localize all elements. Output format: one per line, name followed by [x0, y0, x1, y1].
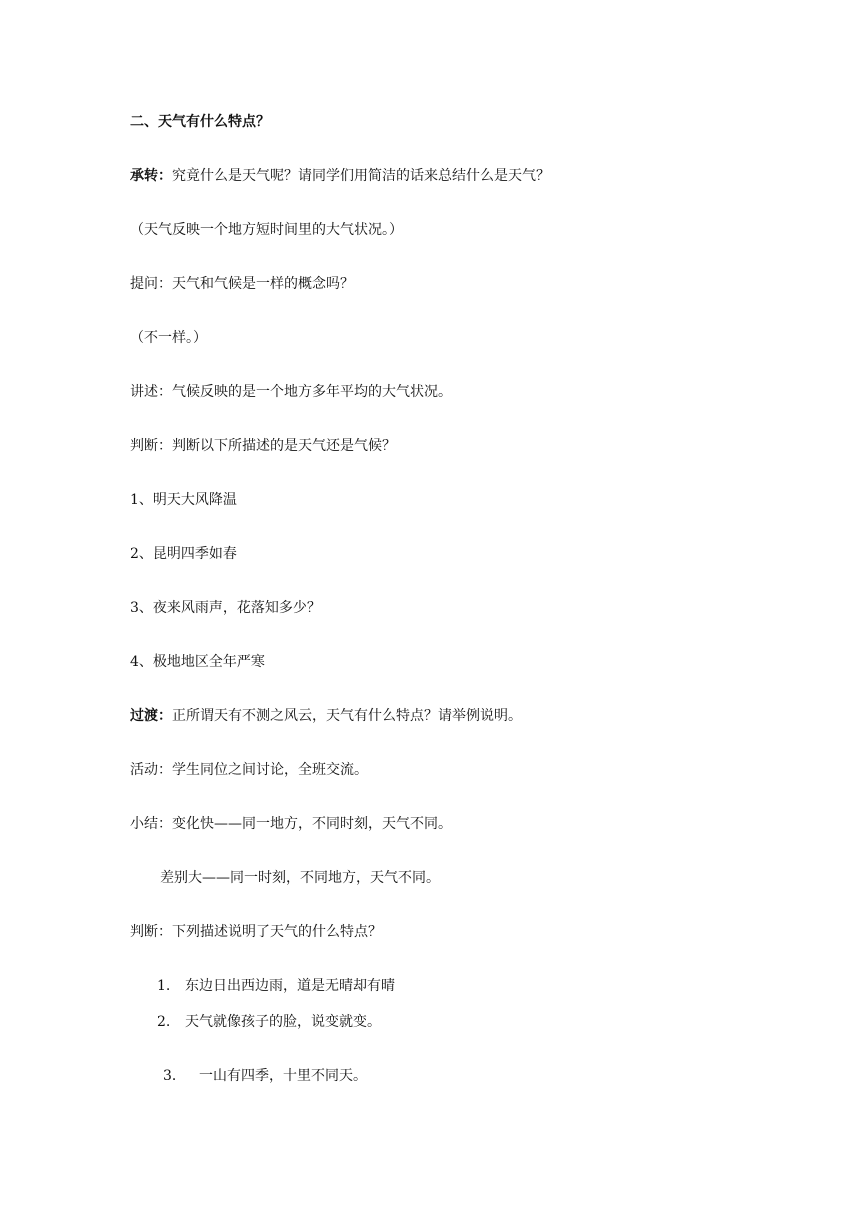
paragraph-weather-definition: （天气反映一个地方短时间里的大气状况。） — [130, 222, 403, 238]
numbered-item — [157, 1012, 381, 1032]
paragraph-text: 正所谓天有不测之风云，天气有什么特点？请举例说明。 — [172, 708, 522, 724]
item-text: 一山有四季，十里不同天。 — [199, 1068, 367, 1084]
item-text: 天气就像孩子的脸，说变就变。 — [185, 1014, 381, 1030]
list-item: 4、极地地区全年严寒 — [130, 654, 265, 670]
item-number: 1. — [157, 978, 171, 994]
paragraph-activity: 活动：学生同位之间讨论，全班交流。 — [130, 762, 368, 778]
list-item: 3、夜来风雨声，花落知多少？ — [130, 600, 321, 616]
section-heading: 二、天气有什么特点？ — [130, 114, 270, 130]
paragraph-transition-question — [130, 166, 550, 186]
paragraph-judgment-features: 判断：下列描述说明了天气的什么特点？ — [130, 924, 382, 940]
list-item: 2、昆明四季如春 — [130, 546, 237, 562]
paragraph-summary: 小结：变化快——同一地方，不同时刻，天气不同。 — [130, 816, 452, 832]
item-number: 3． — [163, 1068, 186, 1084]
list-item: 1、明天大风降温 — [130, 492, 237, 508]
paragraph-transition — [130, 706, 522, 726]
paragraph-answer: （不一样。） — [130, 330, 207, 346]
paragraph-label: 过渡： — [130, 708, 172, 724]
paragraph-climate-explanation: 讲述：气候反映的是一个地方多年平均的大气状况。 — [130, 384, 452, 400]
paragraph-summary-continued: 差别大——同一时刻，不同地方，天气不同。 — [160, 870, 440, 886]
paragraph-judgment-prompt: 判断：判断以下所描述的是天气还是气候？ — [130, 438, 396, 454]
item-number: 2. — [157, 1014, 171, 1030]
paragraph-question: 提问：天气和气候是一样的概念吗？ — [130, 276, 354, 292]
paragraph-text: 究竟什么是天气呢？请同学们用简洁的话来总结什么是天气？ — [172, 168, 550, 184]
paragraph-label: 承转： — [130, 168, 172, 184]
numbered-item — [163, 1066, 367, 1086]
numbered-item — [157, 976, 395, 996]
item-text: 东边日出西边雨，道是无晴却有晴 — [185, 978, 395, 994]
